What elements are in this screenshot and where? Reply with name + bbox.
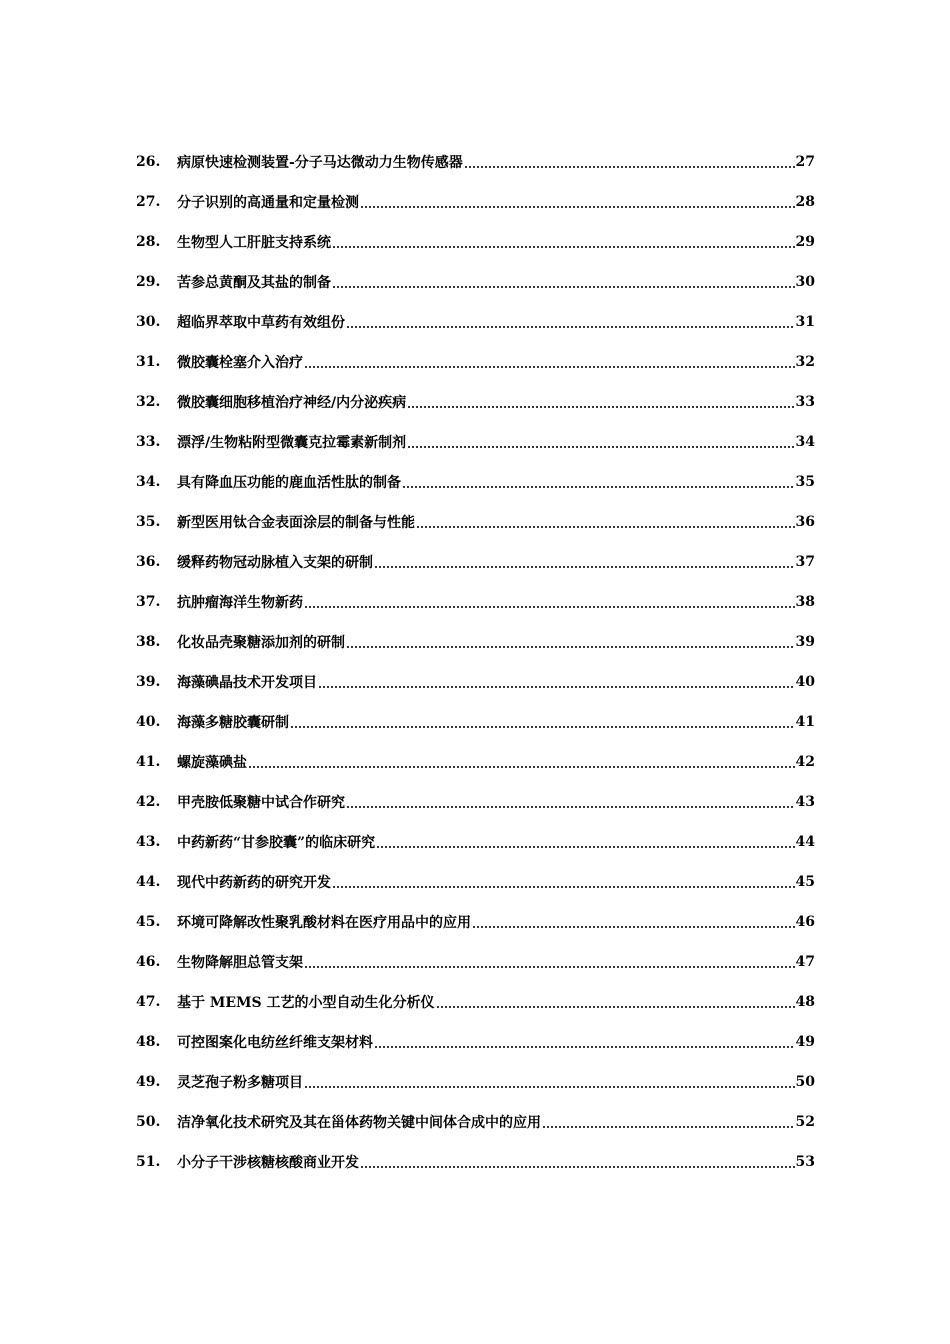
toc-entry-title[interactable]: 新型医用钛合金表面涂层的制备与性能 (177, 515, 415, 531)
toc-entry-title[interactable]: 小分子干涉核糖核酸商业开发 (177, 1155, 359, 1171)
toc-entry-page: 47 (795, 954, 815, 970)
toc-entry-page: 29 (795, 234, 815, 250)
toc-entry-title[interactable]: 抗肿瘤海洋生物新药 (177, 595, 303, 611)
toc-entry-title[interactable]: 海藻多糖胶囊研制 (177, 715, 289, 731)
toc-entry-number: 28. (136, 234, 161, 250)
toc-entry-page: 30 (795, 274, 815, 290)
toc-entry[interactable] (136, 822, 815, 862)
toc-entry-page: 32 (795, 354, 815, 370)
toc-entry[interactable] (136, 742, 815, 782)
toc-dot-leader (374, 1046, 795, 1048)
toc-dot-leader (360, 1166, 795, 1168)
toc-entry-number: 51. (136, 1154, 161, 1170)
toc-entry-number: 42. (136, 794, 161, 810)
toc-entry-number: 49. (136, 1074, 161, 1090)
toc-entry-title[interactable]: 苦参总黄酮及其盐的制备 (177, 275, 331, 291)
toc-entry-title[interactable]: 螺旋藻碘盐 (177, 755, 247, 771)
toc-entry-title[interactable]: 基于 MEMS 工艺的小型自动生化分析仪 (177, 995, 435, 1011)
toc-entry[interactable] (136, 662, 815, 702)
toc-entry[interactable] (136, 1062, 815, 1102)
toc-entry-page: 46 (795, 914, 815, 930)
toc-entry-page: 36 (795, 514, 815, 530)
toc-entry-number: 44. (136, 874, 161, 890)
toc-entry[interactable] (136, 1022, 815, 1062)
toc-entry[interactable] (136, 622, 815, 662)
toc-entry-number: 46. (136, 954, 161, 970)
toc-entry-number: 31. (136, 354, 161, 370)
toc-dot-leader (332, 286, 795, 288)
toc-entry-title[interactable]: 微胶囊栓塞介入治疗 (177, 355, 303, 371)
toc-dot-leader (407, 446, 794, 448)
toc-entry-title[interactable]: 甲壳胺低聚糖中试合作研究 (177, 795, 345, 811)
toc-entry[interactable] (136, 902, 815, 942)
toc-entry-page: 37 (795, 554, 815, 570)
toc-dot-leader (304, 966, 795, 968)
toc-dot-leader (542, 1126, 795, 1128)
toc-entry[interactable] (136, 542, 815, 582)
toc-entry-title[interactable]: 洁净氧化技术研究及其在甾体药物关键中间体合成中的应用 (177, 1115, 541, 1131)
toc-entry-number: 27. (136, 194, 161, 210)
toc-dot-leader (332, 246, 795, 248)
toc-entry-number: 29. (136, 274, 161, 290)
toc-entry[interactable] (136, 582, 815, 622)
toc-entry-number: 26. (136, 154, 161, 170)
toc-entry[interactable] (136, 502, 815, 542)
toc-dot-leader (472, 926, 795, 928)
toc-dot-leader (407, 406, 794, 408)
toc-dot-leader (304, 1086, 795, 1088)
toc-entry-page: 27 (795, 154, 815, 170)
toc-entry-title[interactable]: 可控图案化电纺丝纤维支架材料 (177, 1035, 373, 1051)
toc-entry[interactable] (136, 782, 815, 822)
toc-dot-leader (318, 686, 795, 688)
toc-dot-leader (464, 166, 795, 168)
toc-entry-number: 40. (136, 714, 161, 730)
toc-entry-title[interactable]: 海藻碘晶技术开发项目 (177, 675, 317, 691)
toc-entry-number: 47. (136, 994, 161, 1010)
toc-entry[interactable] (136, 142, 815, 182)
toc-entry-page: 53 (795, 1154, 815, 1170)
toc-entry-page: 43 (795, 794, 815, 810)
toc-entry-page: 52 (795, 1114, 815, 1130)
toc-entry-title[interactable]: 环境可降解改性聚乳酸材料在医疗用品中的应用 (177, 915, 471, 931)
toc-entry-title[interactable]: 缓释药物冠动脉植入支架的研制 (177, 555, 373, 571)
toc-entry[interactable] (136, 422, 815, 462)
toc-entry[interactable] (136, 382, 815, 422)
toc-dot-leader (248, 766, 795, 768)
toc-entry-page: 42 (795, 754, 815, 770)
toc-entry-number: 30. (136, 314, 161, 330)
toc-entry-title[interactable]: 病原快速检测装置-分子马达微动力生物传感器 (177, 155, 463, 171)
toc-entry-number: 33. (136, 434, 161, 450)
toc-entry-title[interactable]: 现代中药新药的研究开发 (177, 875, 331, 891)
toc-dot-leader (374, 566, 795, 568)
toc-entry[interactable] (136, 462, 815, 502)
toc-dot-leader (402, 486, 795, 488)
toc-entry-title[interactable]: 灵芝孢子粉多糖项目 (177, 1075, 303, 1091)
toc-entry-number: 38. (136, 634, 161, 650)
toc-entry-title[interactable]: 分子识别的高通量和定量检测 (177, 195, 359, 211)
toc-entry[interactable] (136, 302, 815, 342)
toc-dot-leader (376, 846, 794, 848)
toc-entry-title[interactable]: 生物降解胆总管支架 (177, 955, 303, 971)
table-of-contents (136, 142, 815, 1182)
toc-entry[interactable] (136, 982, 815, 1022)
toc-dot-leader (304, 606, 795, 608)
toc-entry[interactable] (136, 1142, 815, 1182)
toc-entry-page: 44 (795, 834, 815, 850)
toc-dot-leader (416, 526, 795, 528)
toc-entry-page: 49 (795, 1034, 815, 1050)
toc-entry-title[interactable]: 化妆品壳聚糖添加剂的研制 (177, 635, 345, 651)
toc-entry-number: 48. (136, 1034, 161, 1050)
toc-dot-leader (304, 366, 795, 368)
toc-dot-leader (346, 646, 795, 648)
toc-entry-page: 28 (795, 194, 815, 210)
toc-entry-title[interactable]: 漂浮/生物粘附型微囊克拉霉素新制剂 (177, 435, 407, 451)
toc-entry-number: 50. (136, 1114, 161, 1130)
toc-entry-number: 35. (136, 514, 161, 530)
toc-entry-number: 43. (136, 834, 161, 850)
toc-dot-leader (332, 886, 795, 888)
toc-entry-number: 41. (136, 754, 161, 770)
toc-entry[interactable] (136, 1102, 815, 1142)
toc-entry[interactable] (136, 342, 815, 382)
toc-entry[interactable] (136, 182, 815, 222)
toc-dot-leader (346, 326, 795, 328)
toc-entry-page: 35 (795, 474, 815, 490)
toc-entry-title[interactable]: 中药新药“甘参胶囊”的临床研究 (177, 835, 376, 851)
toc-dot-leader (290, 726, 795, 728)
toc-dot-leader (346, 806, 795, 808)
toc-entry-title[interactable]: 生物型人工肝脏支持系统 (177, 235, 331, 251)
toc-entry-number: 32. (136, 394, 161, 410)
toc-entry-page: 48 (795, 994, 815, 1010)
toc-entry-number: 37. (136, 594, 161, 610)
toc-entry-page: 31 (795, 314, 815, 330)
toc-entry-number: 34. (136, 474, 161, 490)
toc-entry-page: 33 (795, 394, 815, 410)
toc-entry-number: 36. (136, 554, 161, 570)
toc-entry-page: 38 (795, 594, 815, 610)
toc-entry-title[interactable]: 具有降血压功能的鹿血活性肽的制备 (177, 475, 401, 491)
toc-dot-leader (436, 1006, 795, 1008)
toc-entry[interactable] (136, 702, 815, 742)
toc-entry[interactable] (136, 942, 815, 982)
toc-entry-page: 34 (795, 434, 815, 450)
toc-entry-number: 39. (136, 674, 161, 690)
toc-entry-page: 39 (795, 634, 815, 650)
toc-entry-title[interactable]: 超临界萃取中草药有效组份 (177, 315, 345, 331)
toc-entry-page: 41 (795, 714, 815, 730)
toc-entry-page: 50 (795, 1074, 815, 1090)
toc-entry[interactable] (136, 262, 815, 302)
toc-entry[interactable] (136, 222, 815, 262)
toc-dot-leader (360, 206, 795, 208)
toc-entry-title[interactable]: 微胶囊细胞移植治疗神经/内分泌疾病 (177, 395, 407, 411)
toc-entry-page: 40 (795, 674, 815, 690)
toc-entry-page: 45 (795, 874, 815, 890)
toc-entry[interactable] (136, 862, 815, 902)
toc-entry-number: 45. (136, 914, 161, 930)
